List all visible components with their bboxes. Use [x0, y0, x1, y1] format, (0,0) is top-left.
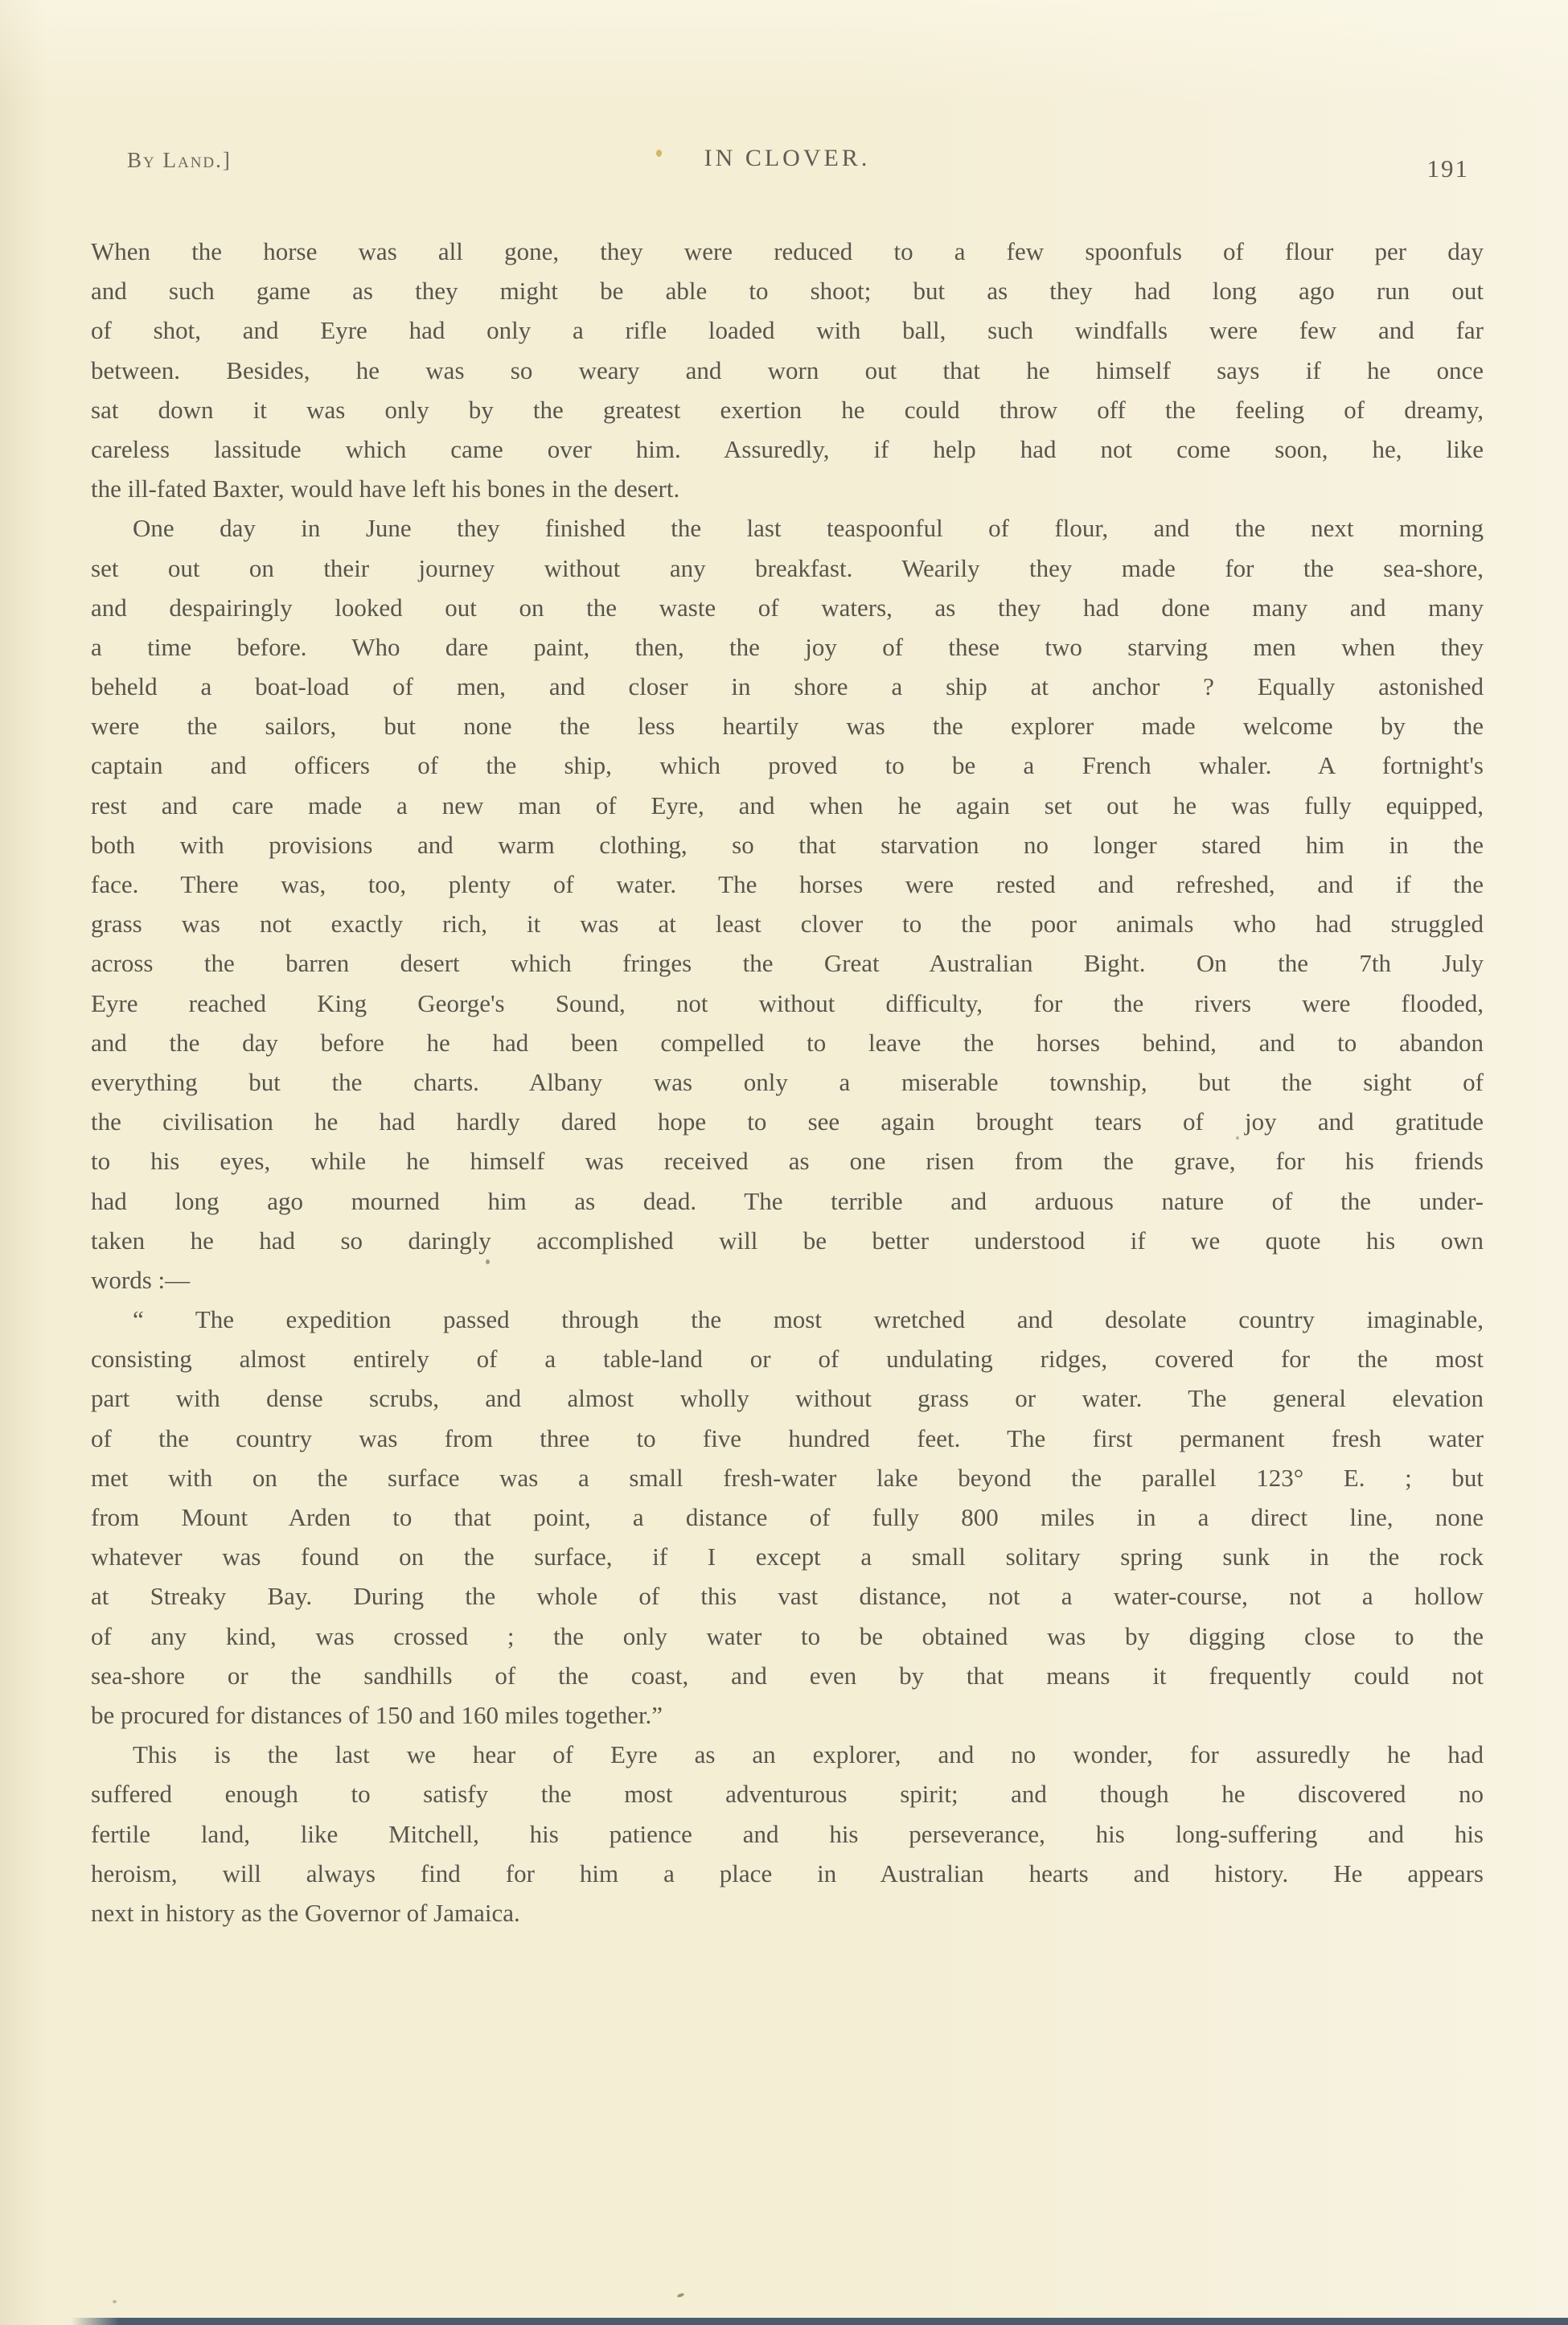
- text-line: everything but the charts. Albany was only a miserable township, but the sight of: [91, 1067, 1484, 1096]
- text-line: set out on their journey without any breakfast. Wearily they made for the sea-shore,: [91, 553, 1484, 582]
- page-number: 191: [1426, 154, 1469, 183]
- text-line: at Streaky Bay. During the whole of this vast distance, not a water-course, not a hollow: [91, 1582, 1484, 1611]
- text-line: both with provisions and warm clothing, so that starvation no longer stared him in the: [91, 830, 1484, 859]
- text-line: suffered enough to satisfy the most adventurous spirit; and though he discovered no: [91, 1780, 1484, 1809]
- text-line: heroism, will always find for him a place in Australian hearts and history. He appears: [91, 1859, 1484, 1888]
- text-line: of the country was from three to five hundred feet. The first permanent fresh water: [91, 1423, 1484, 1452]
- text-line: to his eyes, while he himself was received as one risen from the grave, for his friends: [91, 1147, 1484, 1176]
- paper-speck: [113, 2300, 117, 2303]
- text-line: captain and officers of the ship, which proved to be a French whaler. A fortnight's: [91, 751, 1484, 780]
- text-line: grass was not exactly rich, it was at least clover to the poor animals who had struggled: [91, 910, 1484, 939]
- text-line: When the horse was all gone, they were reduced to a few spoonfuls of flour per day: [91, 237, 1484, 265]
- text-line: careless lassitude which came over him. Assuredly, if help had not come soon, he, like: [91, 434, 1484, 463]
- text-line: consisting almost entirely of a table-land or of undulating ridges, covered for the most: [91, 1345, 1484, 1374]
- text-line: the ill-fated Baxter, would have left his bones in the desert.: [91, 474, 680, 503]
- text-line: whatever was found on the surface, if I except a small solitary spring sunk in the rock: [91, 1542, 1484, 1571]
- text-line: face. There was, too, plenty of water. The horses were rested and refreshed, and if the: [91, 870, 1484, 898]
- text-line: be procured for distances of 150 and 160 miles together.”: [91, 1700, 663, 1729]
- text-line: words :—: [91, 1265, 191, 1294]
- board-edge-strip: [71, 2318, 1568, 2325]
- text-line: One day in June they finished the last teaspoonful of flour, and the next morning: [133, 514, 1484, 543]
- text-line: had long ago mourned him as dead. The terrible and arduous nature of the under-: [91, 1186, 1484, 1215]
- text-line: from Mount Arden to that point, a distance of fully 800 miles in a direct line, none: [91, 1503, 1484, 1531]
- text-line: between. Besides, he was so weary and worn out that he himself says if he once: [91, 355, 1484, 384]
- text-line: Eyre reached King George's Sound, not without difficulty, for the rivers were flooded,: [91, 988, 1484, 1017]
- text-line: were the sailors, but none the less heartily was the explorer made welcome by the: [91, 712, 1484, 741]
- chapter-title: IN CLOVER.: [704, 145, 871, 171]
- header-signature: By Land.]: [127, 148, 232, 172]
- text-line: part with dense scrubs, and almost wholly without grass or water. The general elevation: [91, 1384, 1484, 1413]
- text-line: a time before. Who dare paint, then, the joy of these two starving men when they: [91, 632, 1484, 661]
- text-line: and such game as they might be able to shoot; but as they had long ago run out: [91, 277, 1484, 306]
- text-line: fertile land, like Mitchell, his patience and his perseverance, his long-suffering and his: [91, 1819, 1484, 1848]
- text-line: taken he had so daringly accomplished will be better understood if we quote his own: [91, 1226, 1484, 1255]
- text-block: [91, 232, 1484, 1933]
- text-line: rest and care made a new man of Eyre, and when he again set out he was fully equipped,: [91, 791, 1484, 820]
- text-line: across the barren desert which fringes the Great Australian Bight. On the 7th July: [91, 949, 1484, 978]
- text-line: sea-shore or the sandhills of the coast, and even by that means it frequently could not: [91, 1661, 1484, 1690]
- text-line: “ The expedition passed through the most wretched and desolate country imaginable,: [133, 1305, 1484, 1334]
- text-line: of shot, and Eyre had only a rifle loaded with ball, such windfalls were few and far: [91, 316, 1484, 345]
- running-header: [91, 143, 1484, 183]
- text-line: met with on the surface was a small fresh-water lake beyond the parallel 123° E. ; but: [91, 1463, 1484, 1492]
- text-line: beheld a boat-load of men, and closer in shore a ship at anchor ? Equally astonished: [91, 672, 1484, 701]
- text-line: sat down it was only by the greatest exertion he could throw off the feeling of dreamy,: [91, 395, 1484, 424]
- text-line: the civilisation he had hardly dared hope to see again brought tears of joy and gratitude: [91, 1107, 1484, 1136]
- text-line: and despairingly looked out on the waste of waters, as they had done many and many: [91, 593, 1484, 622]
- paper-speck: [677, 2293, 685, 2298]
- text-line: of any kind, was crossed ; the only water to be obtained was by digging close to the: [91, 1621, 1484, 1650]
- text-line: This is the last we hear of Eyre as an explorer, and no wonder, for assuredly he had: [133, 1740, 1484, 1769]
- text-line: next in history as the Governor of Jamaica.: [91, 1898, 520, 1927]
- text-line: and the day before he had been compelled to leave the horses behind, and to abandon: [91, 1028, 1484, 1057]
